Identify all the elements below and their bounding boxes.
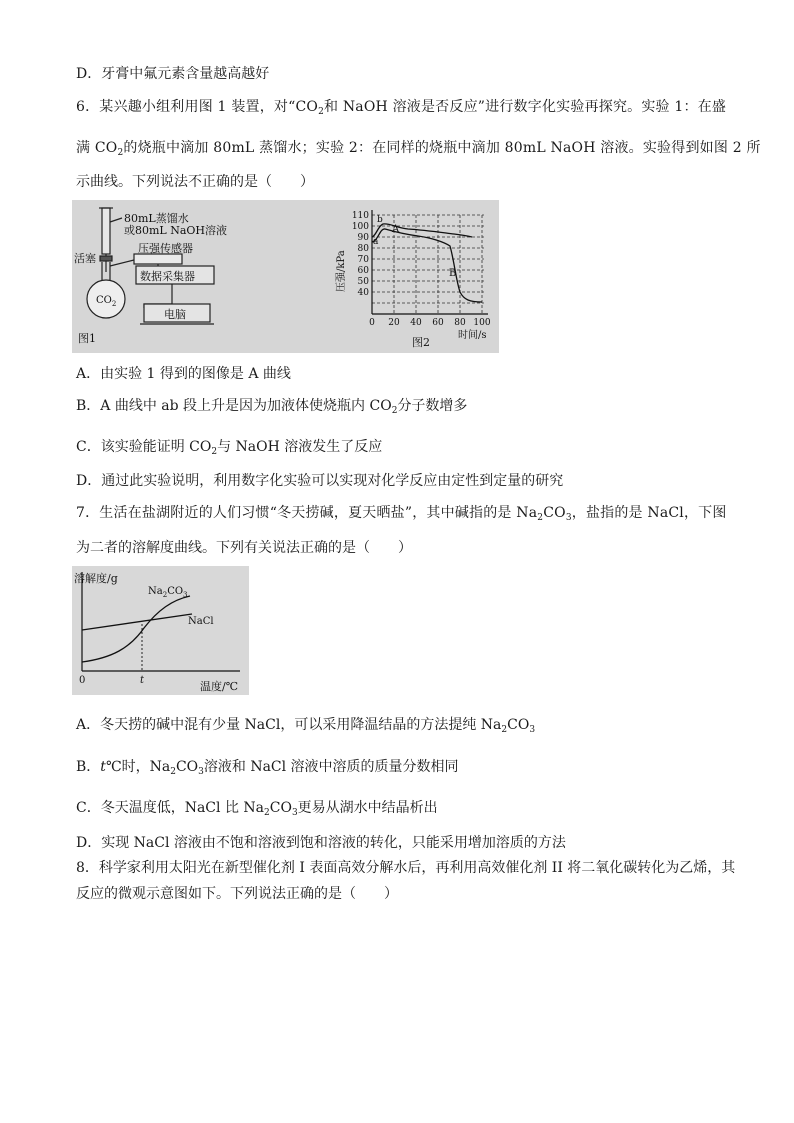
q6-stem-line2: 满 $CO_2$的烧瓶中滴加 80mL 蒸馏水；实验 2：在同样的烧瓶中滴加 80mL NaOH 溶液。实验得到如图 2 所 [76,140,761,158]
point-a-label: a [373,237,379,247]
fig1-sensor-label: 压强传感器 [138,242,193,255]
x-tick: 0 [369,318,375,328]
fig1-label-1: 80mL蒸馏水 [124,212,189,225]
q7-option-b: B．t℃时，$Na_2CO_3$溶液和 NaCl 溶液中溶质的质量分数相同 [76,759,459,777]
x-axis-label: 时间/s [458,330,487,341]
temperature-x-label: 温度/℃ [200,680,239,693]
q6-figure [72,200,499,353]
y-tick: 80 [357,244,369,254]
t-label: t [140,675,145,686]
point-b-label: b [377,215,383,225]
q7-option-d: D．实现 NaCl 溶液由不饱和溶液到饱和溶液的转化，只能采用增加溶质的方法 [76,835,566,851]
y-tick: 100 [351,222,369,232]
x-tick: 40 [410,318,422,328]
fig2-caption: 图2 [412,336,430,349]
q6-stem-line1: 6．某兴趣小组利用图 1 装置，对“$CO_2$和 NaOH 溶液是否反应”进行数字化实验再探究。实验 1：在盛 [76,99,727,117]
q7-option-c: C．冬天温度低，NaCl 比 $Na_2CO_3$更易从湖水中结晶析出 [76,800,438,818]
curve-a-label: A [392,224,400,235]
fig1-collector-label: 数据采集器 [140,270,195,283]
q7-solubility-figure [72,566,249,695]
x-tick: 60 [432,318,444,328]
x-tick: 20 [388,318,400,328]
curve-b-label: B [449,268,457,279]
q6-option-b: B．A 曲线中 ab 段上升是因为加液体使烧瓶内 $CO_2$分子数增多 [76,398,468,416]
origin-label: 0 [79,675,86,686]
y-tick: 70 [357,255,369,265]
fig1-caption: 图1 [78,332,96,345]
q5-option-d: D．牙膏中氟元素含量越高越好 [76,66,270,82]
x-tick: 80 [454,318,466,328]
solubility-y-label: 溶解度/g [74,572,118,585]
q6-option-d: D．通过此实验说明，利用数字化实验可以实现对化学反应由定性到定量的研究 [76,473,564,489]
fig1-valve-label: 活塞 [74,252,96,265]
y-tick: 90 [357,233,369,243]
q6-option-a: A．由实验 1 得到的图像是 A 曲线 [76,366,291,382]
fig1-flask-label: $CO_2$ [96,295,117,308]
y-axis-label: 压强/kPa [336,250,347,292]
na2co3-label: $Na_2CO_3$ [148,586,188,599]
q6-option-c: C．该实验能证明 $CO_2$与 NaOH 溶液发生了反应 [76,439,383,457]
q8-stem-line1: 8．科学家利用太阳光在新型催化剂 I 表面高效分解水后，再利用高效催化剂 II 将二氧化碳转化为乙烯，其 [76,860,736,876]
y-tick: 110 [351,211,369,221]
q7-stem-line2: 为二者的溶解度曲线。下列有关说法正确的是（ ） [76,540,412,556]
nacl-label: NaCl [188,616,214,627]
fig1-computer-label: 电脑 [164,308,186,321]
x-tick: 100 [473,318,491,328]
y-tick: 40 [357,288,369,298]
fig1-label-2: 或80mL NaOH溶液 [124,224,228,237]
q7-stem-line1: 7．生活在盐湖附近的人们习惯“冬天捞碱，夏天晒盐”，其中碱指的是 $Na_2CO_3$，盐指的是 NaCl，下图 [76,505,727,523]
q6-stem-line3: 示曲线。下列说法不正确的是（ ） [76,174,314,190]
q8-stem-line2: 反应的微观示意图如下。下列说法正确的是（ ） [76,886,398,902]
q7-option-a: A．冬天捞的碱中混有少量 NaCl，可以采用降温结晶的方法提纯 $Na_2CO_3$ [76,717,536,735]
y-tick: 60 [357,266,369,276]
y-tick: 50 [357,277,369,287]
